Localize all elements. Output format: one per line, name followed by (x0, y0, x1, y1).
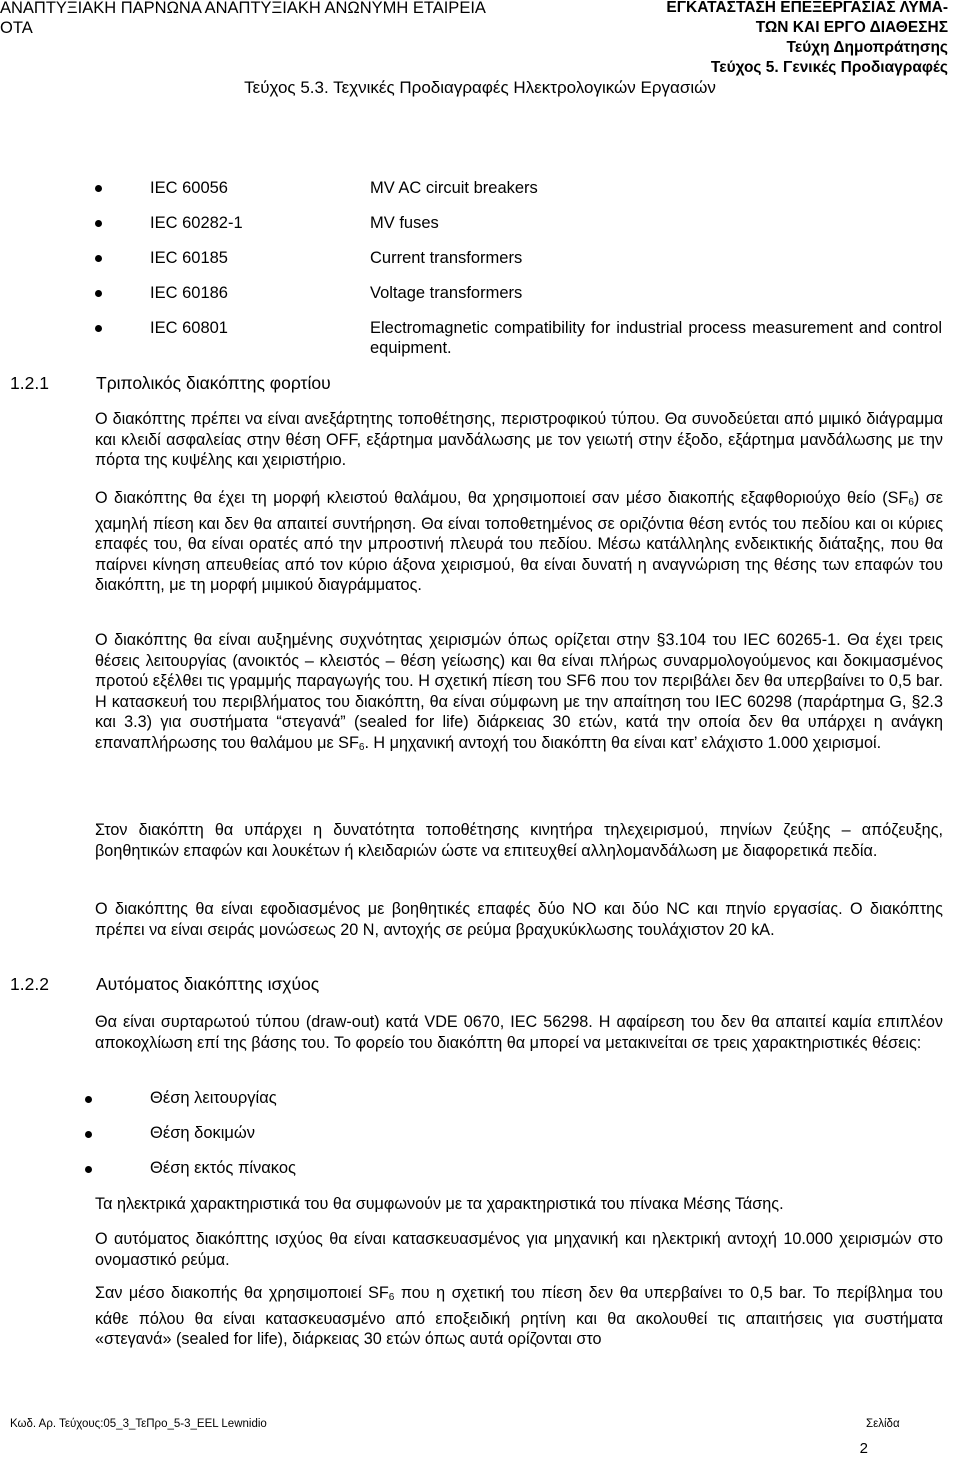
paragraph-text: Ο διακόπτης θα είναι αυξημένης συχνότητας χειρισμών όπως ορίζεται στην §3.104 του IEC 60265-1. Θα έχει τρεις θέσεις λειτουργίας (ανοικτός – κλειστός – θέση γείωσης) και θα είναι πλήρως συναρμολογούμενος και δοκιμασμένος προτού εξέλθει τις γραμμής παραγωγής του. Η σχετική πίεση του SF6 που τον περιβάλει δεν θα υπερβαίνει το 0,5 bar. Η κατασκευή του περιβλήματος του διακόπτη, θα είναι σύμφωνη με την απαίτηση του IEC 60298 (παράρτημα G, §2.3 και 3.3) για συστήματα “στεγανά” (sealed for life) διάρκειας 30 ετών, κατά την οποία δεν θα υπάρχει η ανάγκη επαναπλήρωσης του θαλάμου με SF (95, 631, 943, 752)
paragraph-text: . Η μηχανική αντοχή του διακόπτη θα είναι κατ’ ελάχιστο 1.000 χειρισμοί. (364, 733, 882, 752)
standard-description: MV fuses (370, 214, 439, 232)
header-project (608, 0, 948, 78)
paragraph: Στον διακόπτη θα υπάρχει η δυνατότητα τοποθέτησης κινητήρα τηλεχειρισμού, πηνίων ζεύξης – απόζευξης, βοηθητικών επαφών και λουκέτων ή κλειδαριών ώστε να επιτευχθεί αλληλομανδάλωση με διαφορετικά πεδία. (95, 821, 943, 860)
paragraph: Τα ηλεκτρικά χαρακτηριστικά του θα συμφωνούν με τα χαρακτηριστικά του πίνακα Μέσης Τάσης. (95, 1195, 784, 1213)
header-right-line4: Τεύχος 5. Γενικές Προδιαγραφές (710, 59, 948, 76)
standard-code: IEC 60056 (150, 179, 228, 197)
paragraph-text: Σαν μέσο διακοπής θα χρησιμοποιεί SF (95, 1284, 389, 1302)
standard-description: Voltage transformers (370, 284, 523, 302)
paragraph: Ο αυτόματος διακόπτης ισχύος θα είναι κατασκευασμένος για μηχανική και ηλεκτρική αντοχή 10.000 χειρισμών στο ονομαστικό ρεύμα. (95, 1230, 943, 1269)
subscript: 6 (908, 497, 914, 508)
list-item-label: Θέση δοκιμών (150, 1124, 256, 1142)
bullet-icon (95, 220, 102, 227)
page-number: 2 (859, 1440, 868, 1457)
bullet-icon (95, 290, 102, 297)
paragraph: Θα είναι συρταρωτού τύπου (draw-out) κατά VDE 0670, IEC 56298. Η αφαίρεση του δεν θα απαιτεί καμία επιπλέον αποκοχλίωση επί της βάσης του. Το φορείο του διακόπτη θα μπορεί να μετακινείται σε τρεις χαρακτηριστικές θέσεις: (95, 1013, 943, 1052)
bullet-icon (85, 1131, 92, 1138)
section-title: Τριπολικός διακόπτης φορτίου (96, 373, 331, 393)
standard-code: IEC 60282-1 (150, 214, 243, 232)
section-number: 1.2.2 (10, 974, 49, 994)
header-left-line1: ΑΝΑΠΤΥΞΙΑΚΗ ΠΑΡΝΩΝΑ ΑΝΑΠΤΥΞΙΑΚΗ ΑΝΩΝΥΜΗ ΕΤΑΙΡΕΙΑ (0, 0, 486, 17)
bullet-icon (95, 255, 102, 262)
bullet-icon (95, 325, 102, 332)
section-number: 1.2.1 (10, 373, 49, 393)
footer-page-label: Σελίδα (866, 1418, 900, 1430)
paragraph (95, 1283, 943, 1350)
header-organization (0, 0, 600, 38)
subscript: 6 (358, 741, 365, 753)
header-left-line2: ΟΤΑ (0, 19, 33, 37)
paragraph-text: που η σχετική του πίεση δεν θα υπερβαίνει το 0,5 bar. Το περίβλημα του κάθε πόλου θα είναι κατασκευασμένο από εποξειδική ρητίνη και θα ακολουθεί τις απαιτήσεις για συστήματα «στεγανά» (sealed for life), διάρκειας 30 ετών όπως αυτά ορίζονται στο (95, 1284, 943, 1349)
document-subtitle: Τεύχος 5.3. Τεχνικές Προδιαγραφές Ηλεκτρολογικών Εργασιών (244, 78, 716, 97)
paragraph: Ο διακόπτης θα είναι εφοδιασμένος με βοηθητικές επαφές δύο NO και δύο NC και πηνίο εργασίας. Ο διακόπτης πρέπει να είναι σειράς μονώσεως 20 N, αντοχής σε ρεύμα βραχυκύκλωσης τουλάχιστον 20 kA. (95, 900, 943, 939)
subscript: 6 (388, 1292, 395, 1303)
standard-code: IEC 60801 (150, 319, 228, 337)
standard-description: Electromagnetic compatibility for industrial process measurement and control equipment. (370, 319, 942, 357)
bullet-icon (85, 1166, 92, 1173)
paragraph-text: ) σε χαμηλή πίεση και δεν θα απαιτεί συντήρηση. Θα είναι τοποθετημένος σε οριζόντια θέση εντός του πεδίου και οι κύριες επαφές του, θα είναι ορατές από την μπροστινή πλευρά του πεδίου. Μέσω κατάλληλης ενδεικτικής διάταξης, που θα παίρνει κίνηση απευθείας από τον κύριο άξονα χειρισμού, θα είναι δυνατή η αναγνώριση της θέσης των επαφών του διακόπτη, με τη μορφή μιμικού διαγράμματος. (95, 489, 943, 595)
list-item-label: Θέση εκτός πίνακος (150, 1159, 296, 1177)
footer-document-code: Κωδ. Αρ. Τεύχους:05_3_ΤεΠρο_5-3_EEL Lewnidio (10, 1418, 267, 1430)
bullet-icon (95, 185, 102, 192)
section-heading-1-2-2 (10, 974, 319, 995)
standard-code: IEC 60185 (150, 249, 228, 267)
standard-description: MV AC circuit breakers (370, 179, 538, 197)
paragraph: Ο διακόπτης πρέπει να είναι ανεξάρτητης τοποθέτησης, περιστροφικού τύπου. Θα συνοδεύεται από μιμικό διάγραμμα και κλειδί ασφαλείας στην θέση OFF, εξάρτημα μανδάλωσης με τον γειωτή στην έξοδο, εξάρτημα μανδάλωσης με την πόρτα της κυψέλης και χειριστήριο. (95, 410, 943, 470)
header-right-line1: ΕΓΚΑΤΑΣΤΑΣΗ ΕΠΕΞΕΡΓΑΣΙΑΣ ΛΥΜΑ- (666, 0, 948, 16)
standard-description: Current transformers (370, 249, 523, 267)
list-item-label: Θέση λειτουργίας (150, 1089, 277, 1107)
header-right-line2: ΤΩΝ ΚΑΙ ΕΡΓΟ ΔΙΑΘΕΣΗΣ (755, 19, 948, 36)
bullet-icon (85, 1096, 92, 1103)
standard-code: IEC 60186 (150, 284, 228, 302)
paragraph (95, 630, 943, 759)
paragraph-text: Ο διακόπτης θα έχει τη μορφή κλειστού θαλάμου, θα χρησιμοποιεί σαν μέσο διακοπής εξαφθοριούχο θείο (SF (95, 489, 909, 507)
paragraph (95, 488, 943, 596)
section-title: Αυτόματος διακόπτης ισχύος (96, 974, 320, 994)
header-right-line3: Τεύχη Δημοπράτησης (786, 39, 948, 56)
section-heading-1-2-1 (10, 373, 331, 394)
